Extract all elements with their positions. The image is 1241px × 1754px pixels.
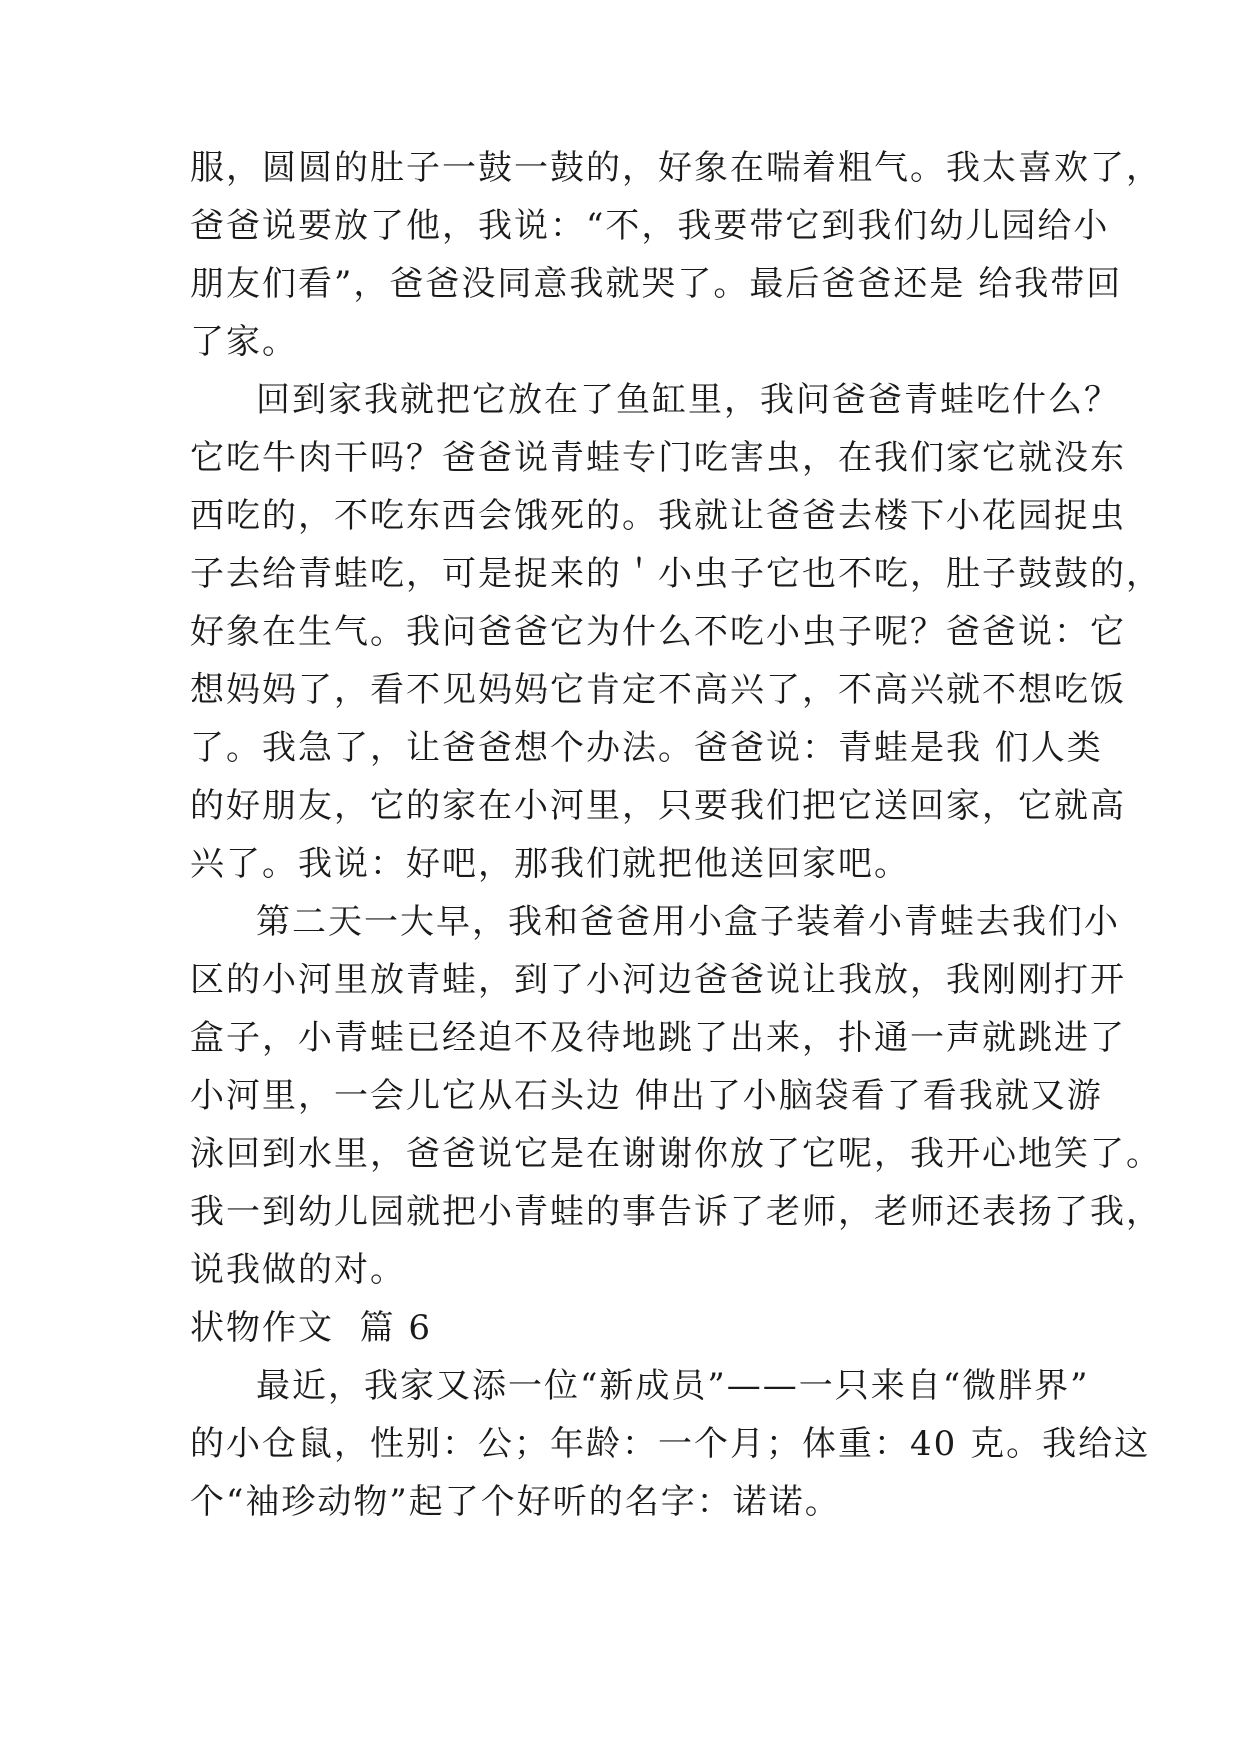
text-line: 了。我急了，让爸爸想个办法。爸爸说：青蛙是我 们人类 xyxy=(190,728,1103,768)
text-line: 爸爸说要放了他，我说：“不，我要带它到我们幼儿园给小 xyxy=(190,206,1110,246)
text-line: 朋友们看”，爸爸没同意我就哭了。最后爸爸还是 给我带回 xyxy=(190,264,1123,304)
text-line: 了家。 xyxy=(190,322,298,362)
text-line: 好象在生气。我问爸爸它为什么不吃小虫子呢？爸爸说：它 xyxy=(190,612,1126,652)
text-line: 的小仓鼠，性别：公；年龄：一个月；体重：40 克。我给这 xyxy=(190,1424,1151,1464)
text-line: 区的小河里放青蛙，到了小河边爸爸说让我放，我刚刚打开 xyxy=(190,960,1126,1000)
text-line: 的好朋友，它的家在小河里，只要我们把它送回家，它就高 xyxy=(190,786,1126,826)
text-line: 服，圆圆的肚子一鼓一鼓的，好象在喘着粗气。我太喜欢了， xyxy=(190,148,1162,188)
text-line: 最近，我家又添一位“新成员”——一只来自“微胖界” xyxy=(256,1366,1090,1406)
text-line: 西吃的，不吃东西会饿死的。我就让爸爸去楼下小花园捉虫 xyxy=(190,496,1126,536)
text-line: 我一到幼儿园就把小青蛙的事告诉了老师，老师还表扬了我， xyxy=(190,1192,1162,1232)
text-line: 第二天一大早，我和爸爸用小盒子装着小青蛙去我们小 xyxy=(256,902,1120,942)
text-line: 想妈妈了，看不见妈妈它肯定不高兴了，不高兴就不想吃饭 xyxy=(190,670,1126,710)
text-line: 子去给青蛙吃，可是捉来的＇小虫子它也不吃，肚子鼓鼓的， xyxy=(190,554,1162,594)
text-line: 盒子，小青蛙已经迫不及待地跳了出来，扑通一声就跳进了 xyxy=(190,1018,1126,1058)
text-line: 小河里，一会儿它从石头边 伸出了小脑袋看了看我就又游 xyxy=(190,1076,1103,1116)
section-heading: 状物作文 篇 6 xyxy=(190,1308,433,1348)
text-line: 回到家我就把它放在了鱼缸里，我问爸爸青蛙吃什么？ xyxy=(256,380,1120,420)
text-line: 说我做的对。 xyxy=(190,1250,406,1290)
text-line: 个“袖珍动物”起了个好听的名字：诺诺。 xyxy=(190,1482,841,1522)
text-line: 泳回到水里，爸爸说它是在谢谢你放了它呢，我开心地笑了。 xyxy=(190,1134,1162,1174)
text-line: 它吃牛肉干吗？爸爸说青蛙专门吃害虫，在我们家它就没东 xyxy=(190,438,1126,478)
text-line: 兴了。我说：好吧，那我们就把他送回家吧。 xyxy=(190,844,910,884)
